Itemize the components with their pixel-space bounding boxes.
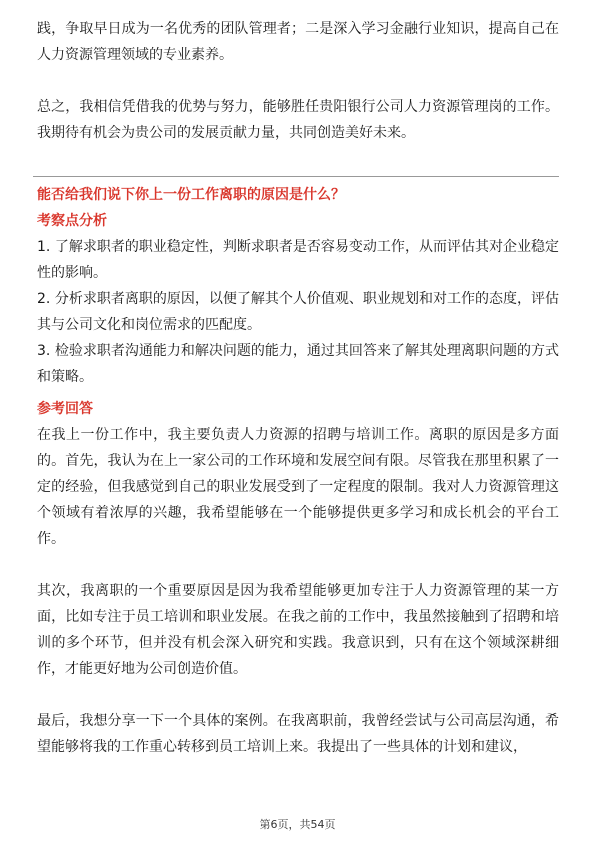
page-content xyxy=(37,16,559,146)
analysis-item-1: 1. 了解求职者的职业稳定性，判断求职者是否容易变动工作，从而评估其对企业稳定性的影响。 xyxy=(37,239,559,281)
analysis-item-2: 2. 分析求职者离职的原因，以便了解其个人价值观、职业规划和对工作的态度，评估其与公司文化和岗位需求的匹配度。 xyxy=(37,291,559,333)
spacer xyxy=(37,552,559,578)
answer-paragraph-1: 在我上一份工作中，我主要负责人力资源的招聘与培训工作。离职的原因是多方面的。首先，我认为在上一家公司的工作环境和发展空间有限。尽管我在那里积累了一定的经验，但我感觉到自己的职业发展受到了一定程度的限制。我对人力资源管理这个领域有着浓厚的兴趣，我希望能够在一个能够提供更多学习和成长机会的平台工作。 xyxy=(37,427,559,547)
answer-paragraph-3: 最后，我想分享一下一个具体的案例。在我离职前，我曾经尝试与公司高层沟通，希望能够将我的工作重心转移到员工培训上来。我提出了一些具体的计划和建议， xyxy=(37,713,559,755)
analysis-item-3: 3. 检验求职者沟通能力和解决问题的能力，通过其回答来了解其处理离职问题的方式和策略。 xyxy=(37,343,559,385)
qa-section xyxy=(37,182,559,760)
question-title: 能否给我们说下你上一份工作离职的原因是什么？ xyxy=(37,187,345,203)
page-number-footer: 第6页，共54页 xyxy=(259,818,336,831)
analysis-heading: 考察点分析 xyxy=(37,213,107,229)
intro-paragraph-1: 践，争取早日成为一名优秀的团队管理者；二是深入学习金融行业知识，提高自己在人力资源管理领域的专业素养。 xyxy=(37,21,559,63)
spacer xyxy=(37,68,559,94)
answer-heading: 参考回答 xyxy=(37,401,93,417)
answer-paragraph-2: 其次，我离职的一个重要原因是因为我希望能够更加专注于人力资源管理的某一方面，比如专注于员工培训和职业发展。在我之前的工作中，我虽然接触到了招聘和培训的多个环节，但并没有机会深入研究和实践。我意识到，只有在这个领域深耕细作，才能更好地为公司创造价值。 xyxy=(37,583,559,677)
section-divider xyxy=(33,176,559,177)
intro-paragraph-2: 总之，我相信凭借我的优势与努力，能够胜任贵阳银行公司人力资源管理岗的工作。我期待有机会为贵公司的发展贡献力量，共同创造美好未来。 xyxy=(37,99,559,141)
spacer xyxy=(37,682,559,708)
